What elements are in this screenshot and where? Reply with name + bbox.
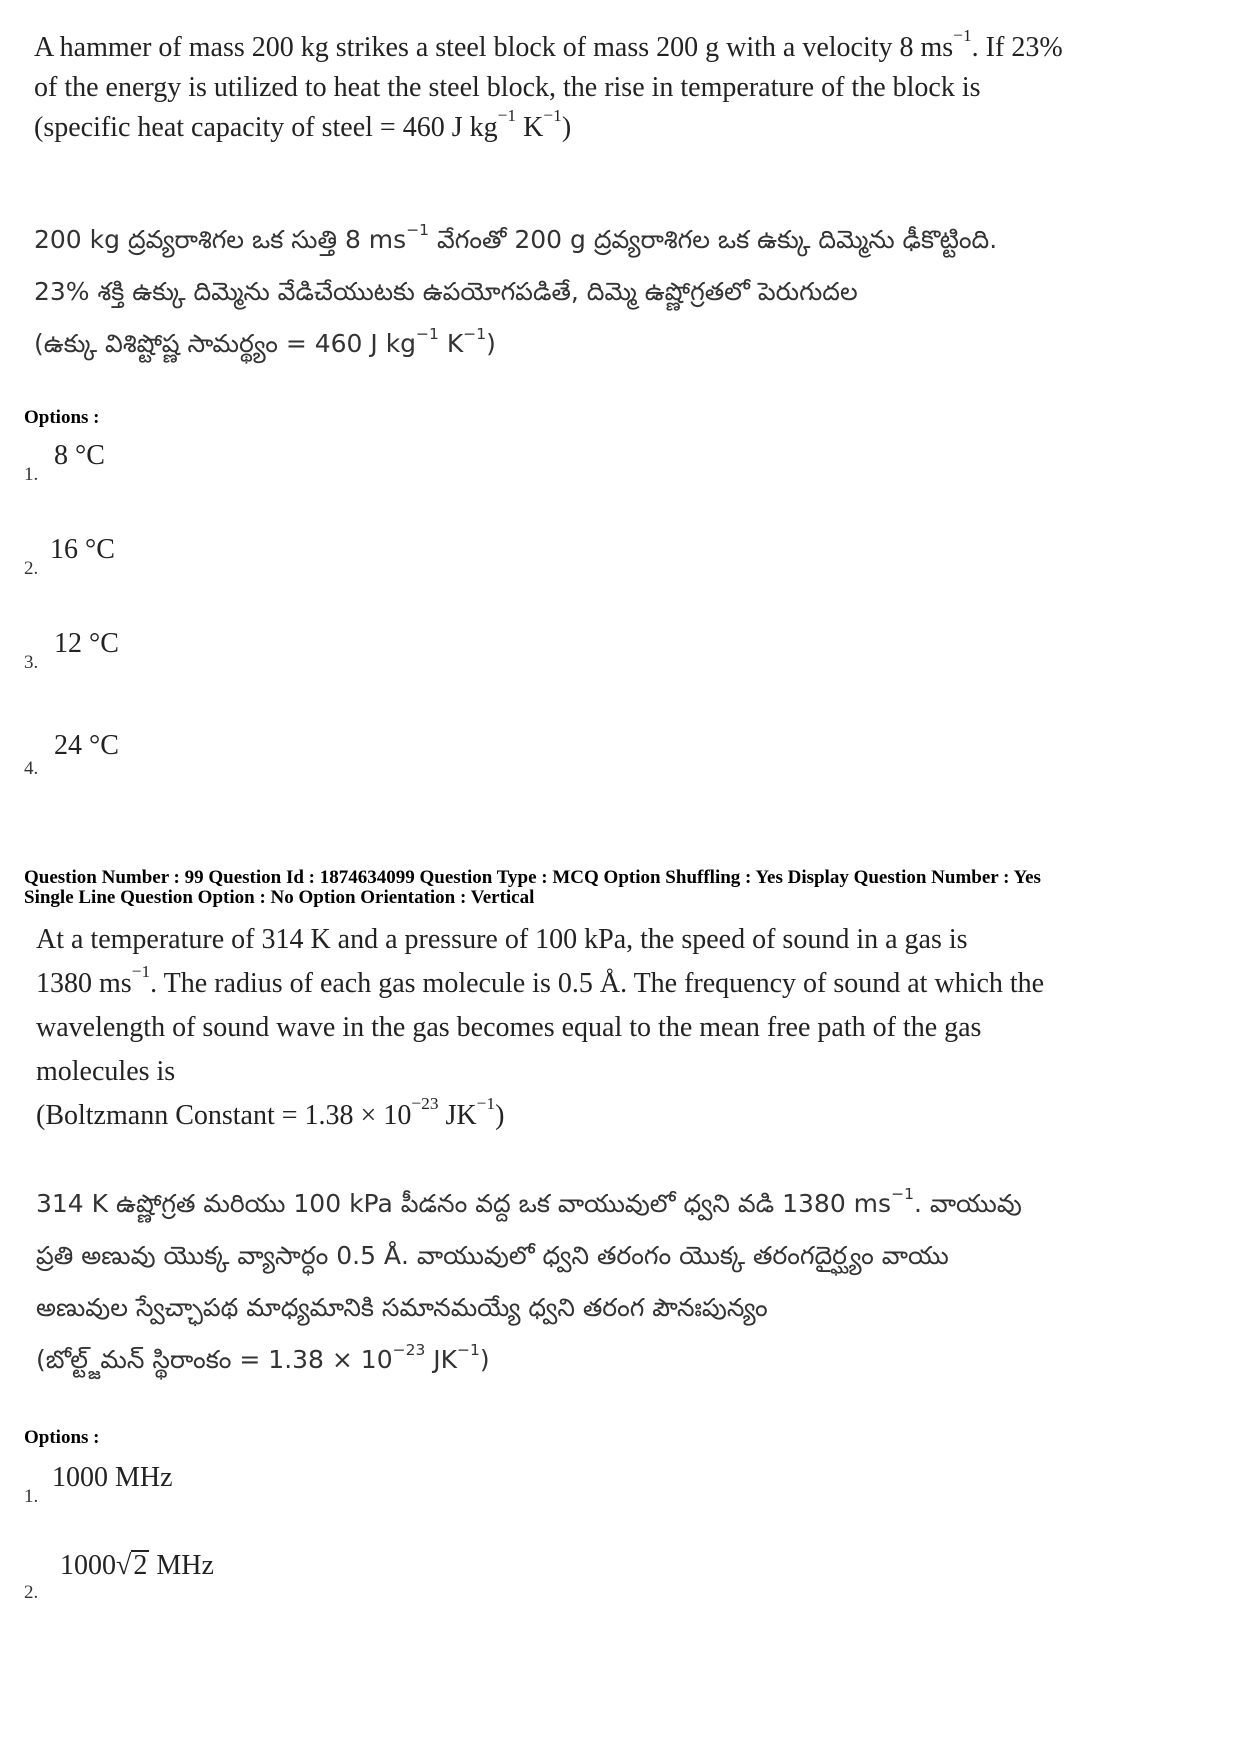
option-value: 16 °C bbox=[50, 534, 115, 565]
option-value-unit: MHz bbox=[149, 1550, 214, 1581]
option-value-radicand: 2 bbox=[133, 1550, 148, 1581]
q2-telugu-text bbox=[36, 1178, 1226, 1386]
q2-telugu-line-3: అణువుల స్వేచ్ఛాపథ మాధ్యమానికి సమానమయ్యే ధ్వని తరంగ పౌనఃపున్యం bbox=[36, 1293, 768, 1322]
q1-option-1[interactable] bbox=[24, 440, 324, 490]
q2-meta-line-1: Question Number : 99 Question Id : 1874634099 Question Type : MCQ Option Shuffling : Yes Display Question Number : Yes bbox=[24, 867, 1041, 888]
option-value: 1000 MHz bbox=[52, 1462, 173, 1493]
option-number: 2. bbox=[24, 558, 39, 579]
option-value: 8 °C bbox=[54, 440, 105, 471]
q2-english-line-1: At a temperature of 314 K and a pressure of 100 kPa, the speed of sound in a gas is bbox=[36, 924, 968, 955]
q2-english-line-4: molecules is bbox=[36, 1056, 176, 1087]
option-value: 24 °C bbox=[54, 730, 119, 761]
q1-option-3[interactable] bbox=[24, 628, 324, 678]
option-value-coefficient: 1000 bbox=[60, 1550, 116, 1581]
q2-english-line-2: 1380 $ms^{-1}$. The radius of each gas molecule is 0.5 Å. The frequency of sound at which the bbox=[36, 962, 1045, 999]
q1-english-line-3: (specific heat capacity of steel = 460 J $kg^{-1}$ $K^{-1}$) bbox=[34, 106, 572, 143]
q1-english-line-1: A hammer of mass 200 kg strikes a steel block of mass 200 g with a velocity 8 $ms^{-1}$. If 23% bbox=[34, 26, 1063, 63]
option-number: 1. bbox=[24, 464, 39, 485]
q1-english-text bbox=[34, 26, 1224, 150]
q2-option-1[interactable] bbox=[24, 1462, 424, 1512]
q1-telugu-line-1: 200 kg ద్రవ్యరాశిగల ఒక సుత్తి 8 $ms^{-1}$ వేగంతో 200 g ద్రవ్యరాశిగల ఒక ఉక్కు దిమ్మెను ఢీకొట్టింది. bbox=[34, 220, 998, 254]
option-number: 4. bbox=[24, 758, 39, 779]
q2-english-line-5: (Boltzmann Constant = $1.38 \times 10^{-23}$ $JK^{-1}$) bbox=[36, 1094, 505, 1131]
q2-meta-line-2: Single Line Question Option : No Option Orientation : Vertical bbox=[24, 887, 535, 908]
q2-meta bbox=[24, 868, 1234, 908]
q1-option-4[interactable] bbox=[24, 730, 324, 780]
q1-telugu-text bbox=[34, 214, 1224, 370]
q1-telugu-line-3: (ఉక్కు విశిష్టోష్ణ సామర్థ్యం = 460 J $kg^{-1}$ $K^{-1}$) bbox=[34, 324, 496, 358]
q2-english-text bbox=[36, 918, 1226, 1138]
q1-telugu-line-2: 23% శక్తి ఉక్కు దిమ్మెను వేడిచేయుటకు ఉపయోగపడితే, దిమ్మె ఉష్ణోగ్రతలో పెరుగుదల bbox=[34, 277, 858, 306]
square-root-icon: √ bbox=[116, 1550, 132, 1581]
q2-option-2[interactable] bbox=[24, 1550, 424, 1610]
option-number: 2. bbox=[24, 1582, 39, 1603]
q1-english-line-2: of the energy is utilized to heat the steel block, the rise in temperature of the block is bbox=[34, 72, 981, 103]
q2-options-label: Options : bbox=[24, 1427, 100, 1448]
option-number: 1. bbox=[24, 1486, 39, 1507]
q2-telugu-line-1: 314 K ఉష్ణోగ్రత మరియు 100 kPa పీడనం వద్ద ఒక వాయువులో ధ్వని వడి 1380 $ms^{-1}$. వాయువు bbox=[36, 1184, 1022, 1218]
option-value bbox=[60, 1550, 214, 1582]
q2-telugu-line-2: ప్రతి అణువు యొక్క వ్యాసార్ధం 0.5 Å. వాయువులో ధ్వని తరంగం యొక్క తరంగదైర్ఘ్యం వాయు bbox=[36, 1241, 949, 1270]
q1-options-label: Options : bbox=[24, 407, 100, 428]
q1-option-2[interactable] bbox=[24, 534, 324, 584]
option-value: 12 °C bbox=[54, 628, 119, 659]
q2-telugu-line-4: (బోల్ట్జ్‌మన్ స్థిరాంకం = $1.38 \times 10^{-23}$ $JK^{-1}$) bbox=[36, 1340, 490, 1374]
q2-english-line-3: wavelength of sound wave in the gas becomes equal to the mean free path of the gas bbox=[36, 1012, 982, 1043]
option-number: 3. bbox=[24, 652, 39, 673]
